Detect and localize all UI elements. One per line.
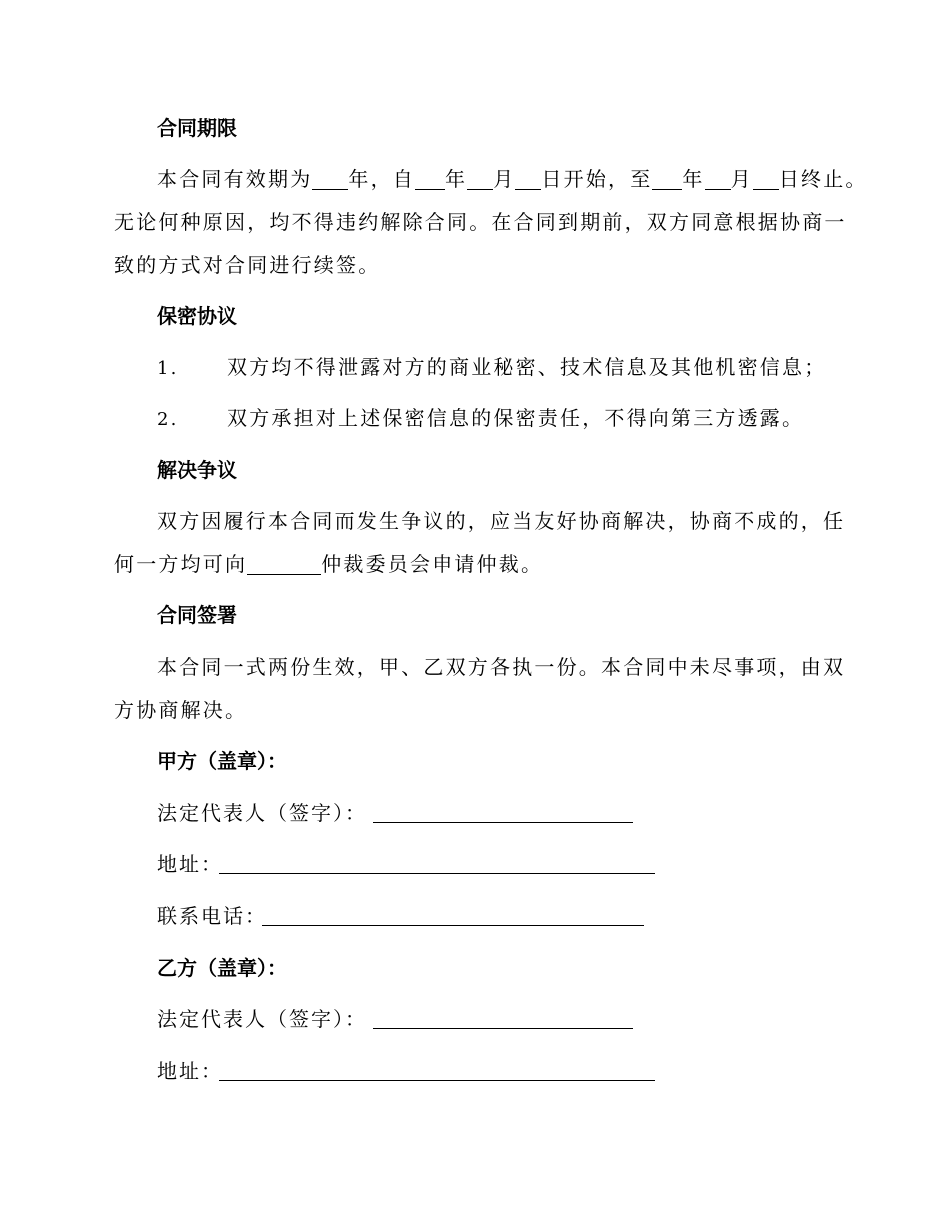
party-a-representative-signature-line[interactable]: [373, 802, 633, 823]
term-paragraph-line-3: 致的方式对合同进行续签。: [114, 253, 381, 277]
dispute-text-a: 何一方均可向: [114, 552, 248, 576]
section-title-term: 合同期限: [157, 116, 237, 140]
section-title-signing: 合同签署: [157, 603, 237, 627]
section-title-confidentiality: 保密协议: [157, 304, 237, 328]
list-number: 2.: [157, 409, 179, 430]
party-a-representative-label: 法定代表人（签字）：: [157, 801, 367, 825]
blank-start-year: [415, 169, 445, 190]
party-b-representative-row: [157, 1005, 367, 1033]
list-number: 1.: [157, 358, 179, 379]
party-b-representative-signature-line[interactable]: [373, 1008, 633, 1029]
dispute-paragraph-line-1: 双方因履行本合同而发生争议的，应当友好协商解决，协商不成的，任: [157, 509, 846, 533]
blank-years: [312, 169, 348, 190]
dispute-text-b: 仲裁委员会申请仲裁。: [321, 552, 544, 576]
blank-start-month: [467, 169, 493, 190]
party-a-phone-label: 联系电话：: [157, 904, 267, 928]
term-text-g: 月: [730, 167, 753, 191]
signing-paragraph-line-2: 方协商解决。: [114, 698, 248, 722]
confidentiality-item-1: [157, 353, 826, 383]
blank-arbitration-commission: [247, 554, 321, 575]
term-text-f: 年: [682, 167, 705, 191]
blank-start-day: [515, 169, 541, 190]
term-paragraph-line-1: [157, 165, 868, 193]
party-a-title: 甲方（盖章）：: [157, 749, 287, 773]
section-title-dispute: 解决争议: [157, 458, 237, 482]
blank-end-year: [652, 169, 682, 190]
term-paragraph-line-2: 无论何种原因，均不得违约解除合同。在合同到期前，双方同意根据协商一: [114, 210, 847, 234]
signing-paragraph-line-1: 本合同一式两份生效，甲、乙双方各执一份。本合同中未尽事项，由双: [157, 655, 846, 679]
party-b-address-row: [157, 1057, 223, 1085]
blank-end-month: [705, 169, 731, 190]
dispute-paragraph-line-2: [114, 550, 543, 578]
party-b-address-label: 地址：: [157, 1059, 223, 1083]
term-text-d: 月: [493, 167, 516, 191]
list-item-text: 双方均不得泄露对方的商业秘密、技术信息及其他机密信息；: [227, 355, 827, 379]
confidentiality-item-2: [157, 404, 804, 434]
list-item-text: 双方承担对上述保密信息的保密责任，不得向第三方透露。: [227, 406, 805, 430]
party-a-phone-row: [157, 902, 267, 930]
party-a-address-row: [157, 850, 223, 878]
party-b-representative-label: 法定代表人（签字）：: [157, 1007, 367, 1031]
term-text-h: 日终止。: [778, 167, 868, 191]
term-text-e: 日开始，至: [541, 167, 653, 191]
party-a-address-label: 地址：: [157, 852, 223, 876]
term-text-b: 年，自: [348, 167, 416, 191]
party-b-address-line[interactable]: [219, 1060, 655, 1081]
term-text-c: 年: [445, 167, 468, 191]
blank-end-day: [753, 169, 779, 190]
term-text-a: 本合同有效期为: [157, 167, 313, 191]
party-a-representative-row: [157, 799, 367, 827]
party-b-title: 乙方（盖章）：: [157, 956, 287, 980]
party-a-address-line[interactable]: [219, 853, 655, 874]
party-a-phone-line[interactable]: [262, 905, 644, 926]
